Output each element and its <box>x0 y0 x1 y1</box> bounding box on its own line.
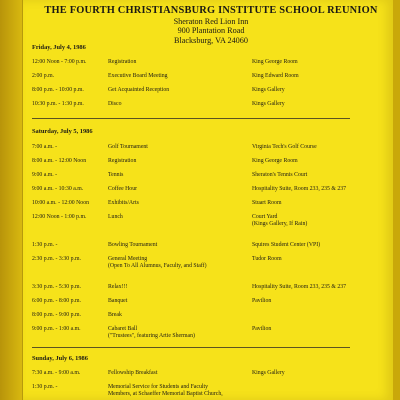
event-location: Kings Gallery <box>252 87 285 93</box>
event-time: 1:30 p.m. - <box>32 242 58 248</box>
photo-background-edge <box>0 0 22 400</box>
event-location: Virginia Tech's Golf Course <box>252 144 317 150</box>
event-location: Tudor Room <box>252 256 282 262</box>
event-location: Kings Gallery <box>252 101 285 107</box>
event-location: Kings Gallery <box>252 370 285 376</box>
event-name: Banquet <box>108 298 128 304</box>
event-name: Registration <box>108 158 137 164</box>
event-time: 7:30 a.m. - 9:00 a.m. <box>32 370 81 376</box>
event-name: Fellowship Breakfast <box>108 370 158 376</box>
event-name-note: ("Trustees", featuring Artie Sherman) <box>108 333 195 339</box>
event-time: 1:30 p.m. - <box>32 384 58 390</box>
event-location: King Edward Room <box>252 73 299 79</box>
reunion-title: THE FOURTH CHRISTIANSBURG INSTITUTE SCHOOL REUNION <box>44 5 378 16</box>
event-name: Executive Board Meeting <box>108 73 168 79</box>
event-name-note: (Open To All Alumnus, Faculty, and Staff) <box>108 263 207 269</box>
event-name: Get Acquainted Reception <box>108 87 170 93</box>
section-divider <box>32 118 350 119</box>
event-time: 8:00 p.m. - 9:00 p.m. <box>32 312 81 318</box>
event-time: 12:00 Noon - 7:00 p.m. <box>32 59 87 65</box>
event-location-note: (Kings Gallery, If Rain) <box>252 221 308 227</box>
venue-street: 900 Plantation Road <box>177 26 245 36</box>
event-location: Pavilion <box>252 326 272 332</box>
event-location: Hospitality Suite, Room 233, 235 & 237 <box>252 186 347 192</box>
event-time: 10:30 p.m. - 1:30 p.m. <box>32 101 84 107</box>
event-name-note: Members, at Schaeffer Memorial Baptist Church, <box>108 391 223 397</box>
event-location: Sheraton's Tennis Court <box>252 172 308 178</box>
event-location: Pavilion <box>252 298 272 304</box>
event-name: Bowling Tournament <box>108 242 158 248</box>
event-location: Court Yard <box>252 214 278 220</box>
event-location: King George Room <box>252 158 298 164</box>
day-heading-saturday: Saturday, July 5, 1986 <box>32 128 93 135</box>
program-header <box>22 5 400 45</box>
event-time: 6:00 p.m. - 8:00 p.m. <box>32 298 81 304</box>
event-time: 8:00 p.m. - 10:00 p.m. <box>32 87 84 93</box>
event-name: Memorial Service for Students and Faculty <box>108 384 208 390</box>
event-name: Registration <box>108 59 137 65</box>
event-name: Cabaret Ball <box>108 326 138 332</box>
event-location: King George Room <box>252 59 298 65</box>
event-location: Hospitality Suite, Room 233, 235 & 237 <box>252 284 347 290</box>
event-name: Disco <box>108 101 122 107</box>
event-time: 9:00 a.m. - 10:30 a.m. <box>32 186 84 192</box>
event-name: General Meeting <box>108 256 148 262</box>
venue-name: Sheraton Red Lion Inn <box>173 16 249 26</box>
section-divider <box>32 347 350 348</box>
event-name: Break <box>108 312 122 318</box>
event-time: 10:00 a.m. - 12:00 Noon <box>32 200 89 206</box>
day-heading-sunday: Sunday, July 6, 1986 <box>32 355 88 362</box>
event-name: Lunch <box>108 214 123 220</box>
event-name: Exhibits/Arts <box>108 200 139 206</box>
event-time: 2:30 p.m. - 3:30 p.m. <box>32 256 81 262</box>
event-time: 9:00 p.m. - 1:00 a.m. <box>32 326 81 332</box>
event-location: Stuart Room <box>252 200 282 206</box>
event-name: Relax!!! <box>108 284 128 290</box>
event-name: Tennis <box>108 172 124 178</box>
event-location: Squires Student Center (VPI) <box>252 242 321 248</box>
event-time: 7:00 a.m. - <box>32 144 58 150</box>
event-time: 8:00 a.m. - 12:00 Noon <box>32 158 87 164</box>
event-name: Coffee Hour <box>108 186 138 192</box>
event-time: 3:30 p.m. - 5:30 p.m. <box>32 284 81 290</box>
event-time: 9:00 a.m. - <box>32 172 58 178</box>
venue-city: Blacksburg, VA 24060 <box>174 35 248 45</box>
event-time: 12:00 Noon - 1:00 p.m. <box>32 214 87 220</box>
day-heading-friday: Friday, July 4, 1986 <box>32 44 86 51</box>
event-time: 2:00 p.m. <box>32 73 55 79</box>
event-name: Golf Tournament <box>108 144 148 150</box>
